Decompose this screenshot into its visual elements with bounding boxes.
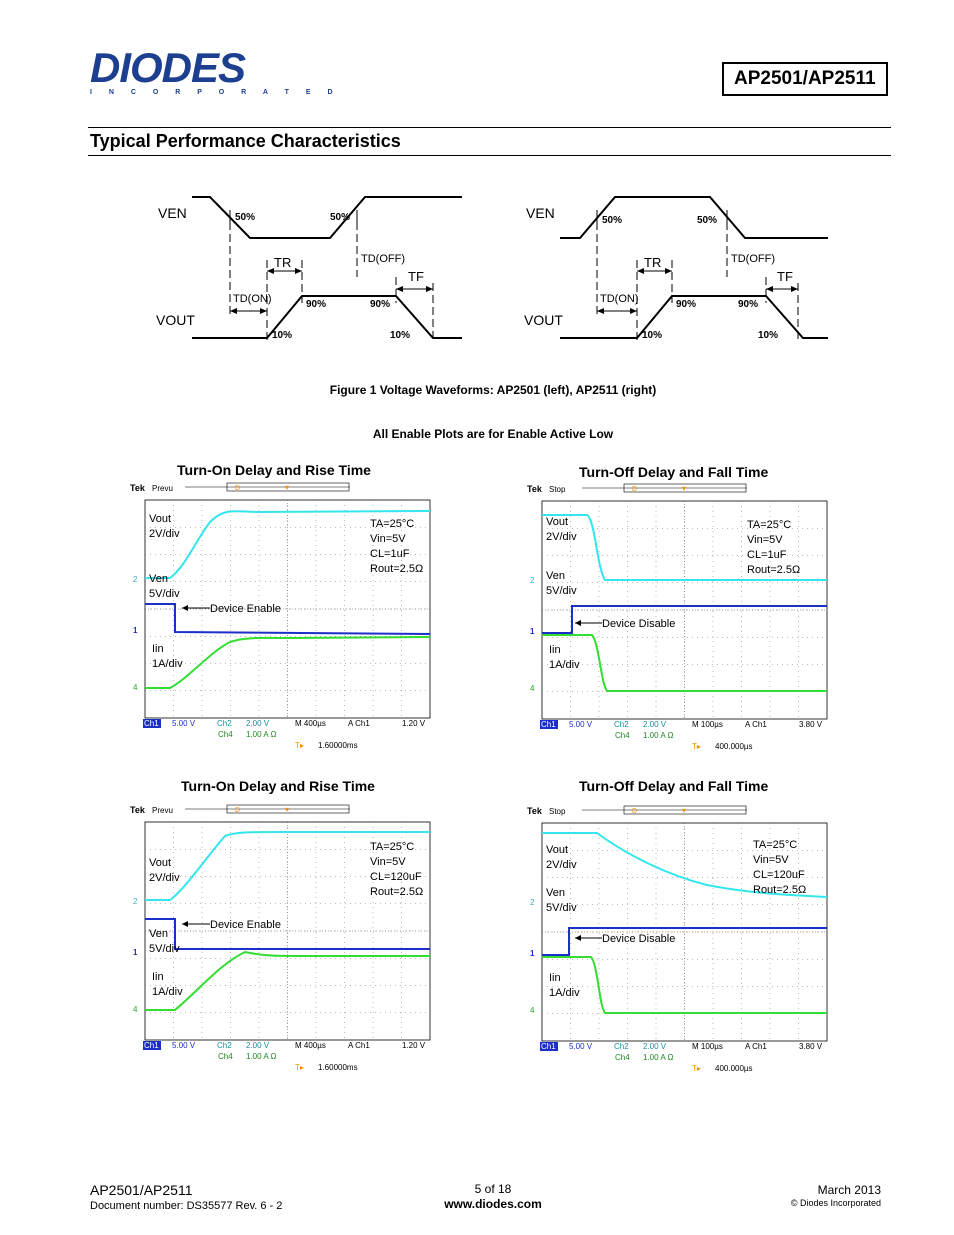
svg-text:2: 2	[530, 898, 535, 907]
svg-text:4: 4	[133, 1005, 138, 1014]
ven-scale: 5V/div	[149, 943, 180, 955]
scope-text: 3.80 V	[799, 720, 823, 729]
svg-text:1: 1	[530, 949, 535, 958]
scope-text: Ch1	[144, 719, 159, 728]
scope-text: Ch1	[144, 1041, 159, 1050]
scope-text: 2.00 V	[643, 1042, 667, 1051]
scope-text: 2.00 V	[246, 1041, 270, 1050]
cond-cl: CL=1uF	[747, 549, 787, 561]
scope-text: Ch4	[218, 1052, 233, 1061]
scope-text: 90%	[738, 299, 759, 310]
tf-label: TF	[777, 269, 793, 284]
scope-text: Ch4	[615, 731, 630, 740]
plot-title: Turn-On Delay and Rise Time	[181, 778, 375, 794]
tek-logo: Tek	[130, 805, 145, 815]
ven-label: VEN	[158, 205, 187, 221]
scope-text: 10%	[758, 330, 779, 341]
scope-text: A Ch1	[745, 1042, 767, 1051]
cond-ta: TA=25°C	[370, 841, 415, 853]
cond-rout: Rout=2.5Ω	[747, 564, 801, 576]
logo-text: DIODES	[90, 44, 246, 91]
timing-diagram-left	[150, 185, 470, 350]
vout-label: Vout	[546, 844, 569, 856]
scope-text: 50%	[602, 215, 623, 226]
scope-text: 5.00 V	[172, 1041, 196, 1050]
plot-title: Turn-On Delay and Rise Time	[177, 462, 371, 478]
vout-label: VOUT	[524, 312, 563, 328]
scope-text: 400.000µs	[715, 1064, 753, 1073]
svg-text:2: 2	[133, 575, 138, 584]
svg-text:4: 4	[530, 1006, 535, 1015]
section-title: Typical Performance Characteristics	[90, 131, 401, 151]
device-event-label: Device Disable	[602, 618, 676, 630]
timing-diagram-right	[520, 185, 840, 350]
svg-text:▾: ▾	[285, 805, 290, 814]
scope-text: 90%	[306, 299, 327, 310]
scope-text: 2.00 V	[643, 720, 667, 729]
vout-scale: 2V/div	[149, 872, 180, 884]
footer-docnum: Document number: DS35577 Rev. 6 - 2	[90, 1200, 283, 1212]
tdon-label: TD(ON)	[233, 293, 272, 305]
acq-mode: Prevu	[152, 484, 173, 493]
scope-text: 1.00 A Ω	[643, 1053, 674, 1062]
scope-text: M 100µs	[692, 720, 723, 729]
scope-plot-3	[130, 804, 435, 1076]
section-rule-bottom	[88, 155, 891, 156]
scope-text: 10%	[272, 330, 293, 341]
scope-text: 3.80 V	[799, 1042, 823, 1051]
iin-scale: 1A/div	[549, 987, 580, 999]
tek-logo: Tek	[527, 484, 542, 494]
iin-scale: 1A/div	[152, 658, 183, 670]
scope-text: 1.00 A Ω	[643, 731, 674, 740]
scope-text: 50%	[697, 215, 718, 226]
scope-text: Ch2	[614, 720, 629, 729]
svg-text:T▸: T▸	[295, 1063, 304, 1072]
tek-logo: Tek	[527, 806, 542, 816]
vout-scale: 2V/div	[546, 531, 577, 543]
footer-part: AP2501/AP2511	[90, 1182, 193, 1198]
tr-label: TR	[644, 255, 662, 270]
tr-label: TR	[274, 255, 292, 270]
scope-text: 1.00 A Ω	[246, 730, 277, 739]
scope-text: 1.20 V	[402, 1041, 426, 1050]
device-event-label: Device Enable	[210, 603, 281, 615]
scope-text: A Ch1	[348, 719, 370, 728]
tdoff-label: TD(OFF)	[361, 253, 405, 265]
footer-date: March 2013	[817, 1183, 881, 1197]
ven-scale: 5V/div	[546, 902, 577, 914]
scope-text: M 400µs	[295, 1041, 326, 1050]
scope-text: 400.000µs	[715, 742, 753, 751]
device-event-label: Device Disable	[602, 933, 676, 945]
scope-text: 1.00 A Ω	[246, 1052, 277, 1061]
vout-label: Vout	[546, 516, 569, 528]
acq-mode: Stop	[549, 485, 566, 494]
scope-text: 1.60000ms	[318, 741, 358, 750]
svg-text:2: 2	[133, 897, 138, 906]
scope-text: Ch2	[614, 1042, 629, 1051]
scope-plot-2	[527, 483, 832, 755]
device-event-label: Device Enable	[210, 919, 281, 931]
scope-text: 10%	[642, 330, 663, 341]
tf-label: TF	[408, 269, 424, 284]
svg-text:▾: ▾	[682, 484, 687, 493]
scope-text: 5.00 V	[569, 720, 593, 729]
svg-text:D: D	[632, 808, 638, 815]
acq-mode: Stop	[549, 807, 566, 816]
scope-text: 50%	[235, 212, 256, 223]
ven-label: Ven	[546, 887, 565, 899]
cond-vin: Vin=5V	[753, 854, 789, 866]
section-rule-top	[88, 127, 891, 128]
scope-text: Ch1	[541, 1042, 556, 1051]
scope-text: Ch4	[615, 1053, 630, 1062]
tdon-label: TD(ON)	[600, 293, 639, 305]
footer-copyright: © Diodes Incorporated	[790, 1198, 881, 1208]
svg-text:D: D	[632, 486, 638, 493]
vout-scale: 2V/div	[546, 859, 577, 871]
figure-caption: Figure 1 Voltage Waveforms: AP2501 (left), AP2511 (right)	[329, 383, 657, 397]
scope-text: 90%	[676, 299, 697, 310]
ven-label: VEN	[526, 205, 555, 221]
ven-scale: 5V/div	[149, 588, 180, 600]
cond-ta: TA=25°C	[370, 518, 415, 530]
plot-title: Turn-Off Delay and Fall Time	[579, 464, 769, 480]
iin-label: Iin	[152, 643, 164, 655]
iin-label: Iin	[549, 972, 561, 984]
scope-text: Ch1	[541, 720, 556, 729]
iin-scale: 1A/div	[152, 986, 183, 998]
cond-ta: TA=25°C	[753, 839, 798, 851]
iin-label: Iin	[549, 644, 561, 656]
scope-text: 1.20 V	[402, 719, 426, 728]
svg-text:2: 2	[530, 576, 535, 585]
svg-text:▾: ▾	[682, 806, 687, 815]
scope-text: 1.60000ms	[318, 1063, 358, 1072]
cond-vin: Vin=5V	[747, 534, 783, 546]
ven-label: Ven	[149, 573, 168, 585]
footer-url-link[interactable]: www.diodes.com	[444, 1197, 542, 1211]
scope-text: 5.00 V	[172, 719, 196, 728]
scope-text: 10%	[390, 330, 411, 341]
acq-mode: Prevu	[152, 806, 173, 815]
svg-text:D: D	[235, 807, 241, 814]
cond-rout: Rout=2.5Ω	[753, 884, 807, 896]
svg-text:T▸: T▸	[295, 741, 304, 750]
tdoff-label: TD(OFF)	[731, 253, 775, 265]
cond-cl: CL=1uF	[370, 548, 410, 560]
scope-text: Ch4	[218, 730, 233, 739]
scope-text: Ch2	[217, 1041, 232, 1050]
svg-text:T▸: T▸	[692, 1064, 701, 1073]
scope-text: 5.00 V	[569, 1042, 593, 1051]
scope-text: 90%	[370, 299, 391, 310]
cond-vin: Vin=5V	[370, 856, 406, 868]
ven-label: Ven	[546, 570, 565, 582]
scope-text: A Ch1	[745, 720, 767, 729]
vout-label: Vout	[149, 513, 172, 525]
svg-text:4: 4	[530, 684, 535, 693]
svg-text:1: 1	[133, 948, 138, 957]
scope-plot-1	[130, 482, 435, 754]
ven-scale: 5V/div	[546, 585, 577, 597]
svg-text:4: 4	[133, 683, 138, 692]
part-number-box: AP2501/AP2511	[722, 62, 888, 96]
vout-label: Vout	[149, 857, 172, 869]
scope-text: Ch2	[217, 719, 232, 728]
logo-subtext: I N C O R P O R A T E D	[90, 89, 341, 96]
scope-text: M 100µs	[692, 1042, 723, 1051]
svg-text:T▸: T▸	[692, 742, 701, 751]
svg-text:1: 1	[530, 627, 535, 636]
svg-text:▾: ▾	[285, 483, 290, 492]
vout-label: VOUT	[156, 312, 195, 328]
tek-logo: Tek	[130, 483, 145, 493]
scope-text: M 400µs	[295, 719, 326, 728]
scope-plot-4	[527, 805, 832, 1077]
cond-vin: Vin=5V	[370, 533, 406, 545]
ven-label: Ven	[149, 928, 168, 940]
iin-scale: 1A/div	[549, 659, 580, 671]
plot-title: Turn-Off Delay and Fall Time	[579, 778, 769, 794]
cond-rout: Rout=2.5Ω	[370, 563, 424, 575]
cond-cl: CL=120uF	[753, 869, 805, 881]
iin-label: Iin	[152, 971, 164, 983]
footer-page: 5 of 18	[474, 1182, 512, 1196]
svg-text:1: 1	[133, 626, 138, 635]
svg-text:D: D	[235, 485, 241, 492]
scope-text: 2.00 V	[246, 719, 270, 728]
vout-scale: 2V/div	[149, 528, 180, 540]
enable-note: All Enable Plots are for Enable Active Low	[372, 427, 614, 441]
company-logo	[90, 44, 341, 96]
cond-rout: Rout=2.5Ω	[370, 886, 424, 898]
cond-cl: CL=120uF	[370, 871, 422, 883]
scope-text: A Ch1	[348, 1041, 370, 1050]
cond-ta: TA=25°C	[747, 519, 792, 531]
scope-text: 50%	[330, 212, 351, 223]
